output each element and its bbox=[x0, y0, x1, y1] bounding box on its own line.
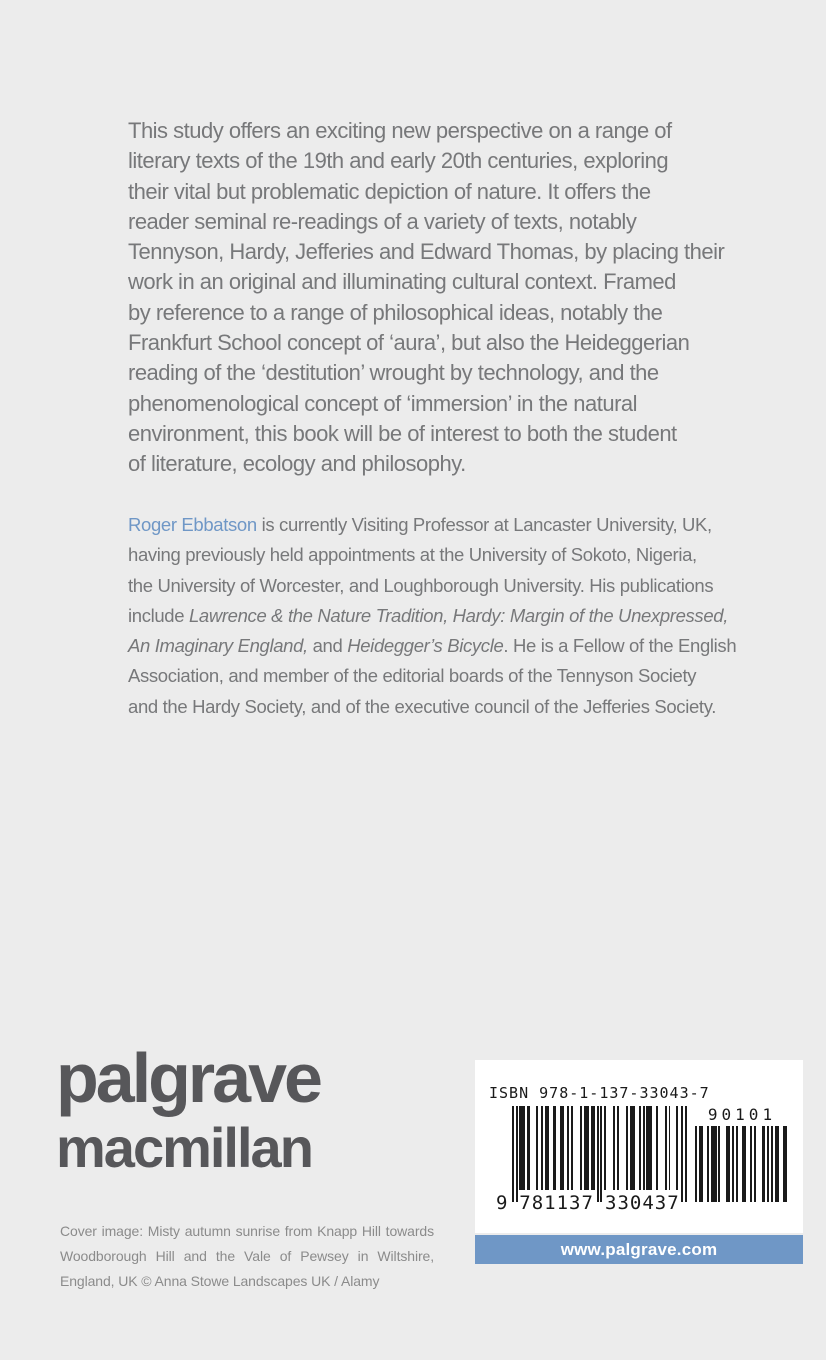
text-line: of literature, ecology and philosophy. bbox=[128, 451, 466, 477]
supplement-barcode bbox=[693, 1106, 787, 1202]
text-line: having previously held appointments at the University of Sokoto, Nigeria, bbox=[128, 544, 697, 566]
text-line: Woodborough Hill and the Vale of Pewsey in Wiltshire, bbox=[60, 1248, 434, 1264]
ean13-digits-left: 781137 bbox=[519, 1192, 594, 1214]
text-line: include Lawrence & the Nature Tradition, Hardy: Margin of the Unexpressed, bbox=[128, 604, 728, 626]
text-line: work in an original and illuminating cultural context. Framed bbox=[128, 269, 676, 295]
text-line: This study offers an exciting new perspective on a range of bbox=[128, 118, 672, 143]
text-line: reading of the ‘destitution’ wrought by technology, and the bbox=[128, 360, 659, 386]
text-line: reader seminal re-readings of a variety of texts, notably bbox=[128, 208, 637, 234]
supplement-bars bbox=[693, 1126, 787, 1202]
text-line: environment, this book will be of interest to both the student bbox=[128, 420, 677, 446]
text-line: and the Hardy Society, and of the executive council of the Jefferies Society. bbox=[128, 695, 717, 717]
ean13-digits-right: 330437 bbox=[605, 1192, 680, 1214]
isbn-label: ISBN 978-1-137-33043-7 bbox=[489, 1084, 710, 1102]
text-line: Frankfurt School concept of ‘aura’, but also the Heideggerian bbox=[128, 330, 690, 356]
ean13-barcode bbox=[496, 1106, 687, 1214]
text-line: their vital but problematic depiction of nature. It offers the bbox=[128, 178, 651, 204]
text-line: the University of Worcester, and Loughborough University. His publications bbox=[128, 574, 714, 596]
publisher-website-bar: www.palgrave.com bbox=[475, 1235, 803, 1264]
supplement-digits: 90101 bbox=[707, 1105, 777, 1124]
text-line: phenomenological concept of ‘immersion’ in the natural bbox=[128, 390, 638, 416]
cover-image-credit bbox=[60, 1219, 434, 1294]
text-line: England, UK © Anna Stowe Landscapes UK / Alamy bbox=[60, 1273, 380, 1289]
ean13-digits bbox=[496, 1192, 687, 1214]
synopsis-paragraph bbox=[128, 116, 778, 480]
text-line: Cover image: Misty autumn sunrise from Knapp Hill towards bbox=[60, 1223, 434, 1239]
text-line: An Imaginary England, and Heidegger’s Bicycle. He is a Fellow of the English bbox=[128, 635, 737, 657]
publisher-logo bbox=[56, 1040, 320, 1178]
text-line: Roger Ebbatson is currently Visiting Professor at Lancaster University, UK, bbox=[128, 514, 712, 535]
text-line: Association, and member of the editorial boards of the Tennyson Society bbox=[128, 665, 697, 687]
publisher-logo-macmillan: macmillan bbox=[56, 1116, 312, 1179]
text-line: literary texts of the 19th and early 20th centuries, exploring bbox=[128, 148, 669, 174]
text-line: Tennyson, Hardy, Jefferies and Edward Thomas, by placing their bbox=[128, 239, 725, 265]
barcode-panel bbox=[475, 1060, 803, 1233]
author-bio-paragraph bbox=[128, 510, 778, 722]
ean13-bars bbox=[512, 1106, 687, 1202]
publisher-logo-palgrave: palgrave bbox=[56, 1039, 320, 1117]
text-line: by reference to a range of philosophical ideas, notably the bbox=[128, 299, 663, 325]
ean13-digit-lead: 9 bbox=[496, 1192, 508, 1214]
